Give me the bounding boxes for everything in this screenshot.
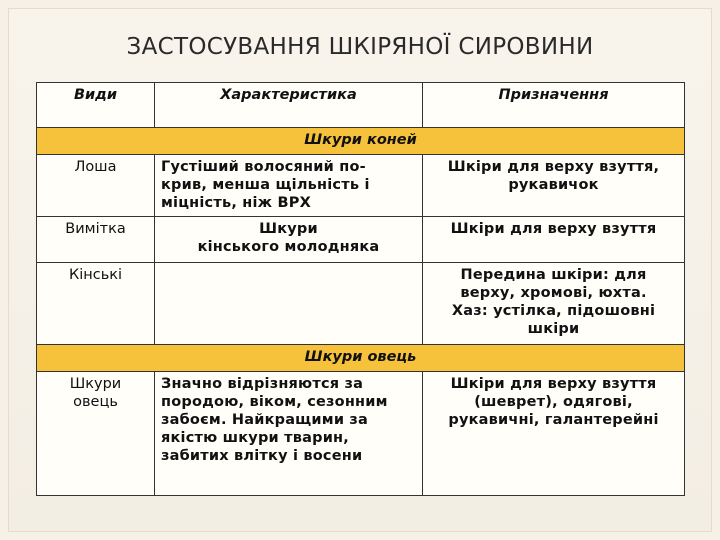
section-label: Шкури коней xyxy=(37,128,685,155)
row-characteristic: Значно відрізняются за породою, віком, сезонним забоєм. Найкращими за якістю шкури тварин, забитих влітку і восени xyxy=(155,372,423,496)
row-characteristic: Густіший волосяний по- крив, менша щільність і міцність, ніж ВРХ xyxy=(155,155,423,217)
table-row xyxy=(37,372,685,496)
row-purpose: Передина шкіри: для верху, хромові, юхта. Хаз: устілка, підошовні шкіри xyxy=(423,263,685,345)
section-label: Шкури овець xyxy=(37,345,685,372)
row-name: Шкури овець xyxy=(37,372,155,496)
usage-table xyxy=(36,82,685,496)
row-name: Кінські xyxy=(37,263,155,345)
table-row xyxy=(37,155,685,217)
row-name: Лоша xyxy=(37,155,155,217)
row-purpose: Шкіри для верху взуття xyxy=(423,217,685,263)
header-types: Види xyxy=(37,83,155,128)
row-name: Вимітка xyxy=(37,217,155,263)
header-row xyxy=(37,83,685,128)
row-purpose: Шкіри для верху взуття (шеврет), одягові, рукавичні, галантерейні xyxy=(423,372,685,496)
table-row xyxy=(37,263,685,345)
section-row-sheep xyxy=(37,345,685,372)
page-title: ЗАСТОСУВАННЯ ШКІРЯНОЇ СИРОВИНИ xyxy=(126,34,594,60)
row-purpose: Шкіри для верху взуття, рукавичок xyxy=(423,155,685,217)
header-purpose: Призначення xyxy=(423,83,685,128)
header-characteristic: Характеристика xyxy=(155,83,423,128)
row-characteristic xyxy=(155,263,423,345)
table-row xyxy=(37,217,685,263)
row-characteristic: Шкури кінського молодняка xyxy=(155,217,423,263)
section-row-horses xyxy=(37,128,685,155)
